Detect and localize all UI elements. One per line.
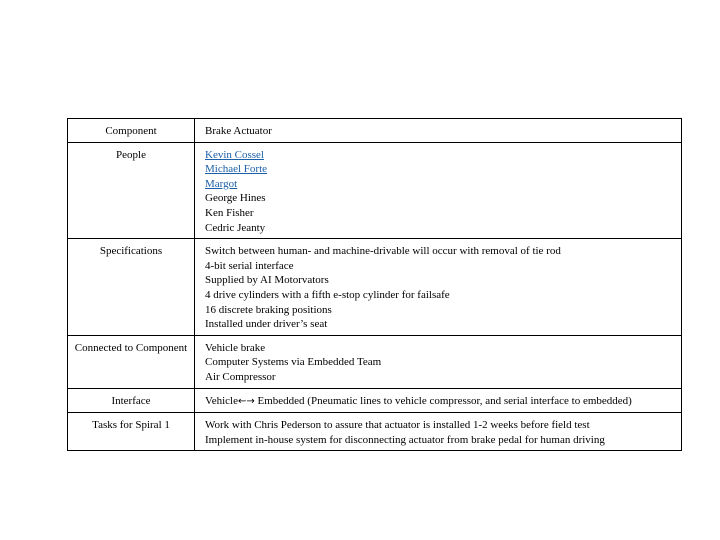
people-list [195, 142, 682, 239]
table-row-people [68, 142, 682, 239]
tasks-list [195, 413, 682, 451]
specifications-label: Specifications [68, 239, 195, 336]
spec-line: Supplied by AI Motorvators [205, 274, 329, 287]
interface-right: Embedded (Pneumatic lines to vehicle compressor, and serial interface to embedded) [254, 394, 632, 407]
connected-line: Air Compressor [205, 370, 276, 383]
table-row-tasks [68, 413, 682, 451]
component-table [67, 118, 682, 451]
person-ken-fisher: Ken Fisher [205, 206, 254, 219]
bidirectional-arrow-icon: ←→ [237, 395, 255, 407]
person-link-michael-forte[interactable]: Michael Forte [205, 163, 268, 176]
spec-line: 4-bit serial interface [205, 259, 294, 272]
spec-line: 4 drive cylinders with a fifth e-stop cylinder for failsafe [205, 288, 450, 301]
connected-line: Vehicle brake [205, 341, 266, 354]
task-line: Implement in-house system for disconnecting actuator from brake pedal for human driving [205, 433, 605, 446]
task-line: Work with Chris Pederson to assure that actuator is installed 1-2 weeks before field test [205, 419, 590, 432]
table-row-component [68, 119, 682, 143]
interface-left: Vehicle [205, 394, 238, 407]
person-link-kevin-cossel[interactable]: Kevin Cossel [205, 148, 264, 161]
person-link-margot[interactable]: Margot [205, 177, 238, 190]
spec-line: Installed under driver’s seat [205, 318, 328, 331]
table-row-connected [68, 335, 682, 388]
person-cedric-jeanty: Cedric Jeanty [205, 221, 266, 234]
person-george-hines: George Hines [205, 192, 266, 205]
specifications-list [195, 239, 682, 336]
component-value: Brake Actuator [195, 119, 682, 143]
table-row-specifications [68, 239, 682, 336]
component-label: Component [68, 119, 195, 143]
connected-line: Computer Systems via Embedded Team [205, 356, 382, 369]
table-row-interface [68, 388, 682, 413]
interface-value [195, 388, 682, 413]
connected-label: Connected to Component [68, 335, 195, 388]
tasks-label: Tasks for Spiral 1 [68, 413, 195, 451]
interface-label: Interface [68, 388, 195, 413]
connected-list [195, 335, 682, 388]
spec-line: 16 discrete braking positions [205, 303, 332, 316]
spec-line: Switch between human- and machine-drivable will occur with removal of tie rod [205, 245, 561, 258]
people-label: People [68, 142, 195, 239]
